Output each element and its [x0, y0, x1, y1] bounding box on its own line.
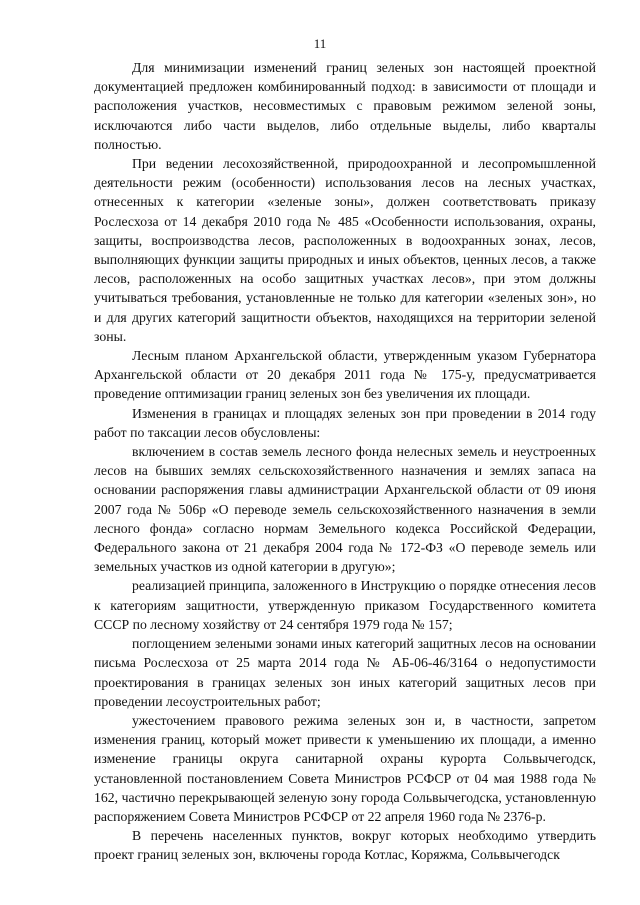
paragraph-absorption-of-categories: поглощением зелеными зонами иных категорий защитных лесов на основании письма Рослесхоза от 25 марта 2014 года № АБ-06-46/3164 о недопустимости проектирования в границах зеленых зон иных категорий защитных лесов при проведении лесоустроительных работ;	[94, 636, 596, 709]
page-number: 11	[313, 36, 327, 51]
paragraph-minimization-approach: Для минимизации изменений границ зеленых зон настоящей проектной документацией предложен комбинированный подход: в зависимости от площади и расположения участков, несовместимых с правовым режимом зеленой зоны, исключаются либо части выделов, либо отдельные выделы, либо кварталы полностью.	[94, 60, 596, 152]
paragraph-instruction-principle: реализацией принципа, заложенного в Инструкцию о порядке отнесения лесов к категориям защитности, утвержденную приказом Государственного комитета СССР по лесному хозяйству от 24 сентября 1979 года № 157;	[94, 578, 596, 632]
paragraph-legal-regime-tightening: ужесточением правового режима зеленых зон и, в частности, запретом изменения границ, который может привести к уменьшению их площади, а именно изменение границы округа санитарной охраны курорта Сольвычегодск, установленной постановлением Совета Министров РСФСР от 04 мая 1988 года № 162, частично перекрывающей зеленую зону города Сольвычегодска, установленную распоряжением Совета Министров РСФСР от 22 апреля 1960 года № 2376-р.	[94, 712, 596, 824]
paragraph-forest-use-regime: При ведении лесохозяйственной, природоохранной и лесопромышленной деятельности режим (особенности) использования лесов на лесных участках, отнесенных к категории «зеленые зоны», должен соответствовать приказу Рослесхоза от 14 декабря 2010 года № 485 «Особенности использования, охраны, защиты, воспроизводства лесов, расположенных в водоохранных зонах, лесов, выполняющих функции защиты природных и иных объектов, ценных лесов, а также лесов, расположенных на особо защитных участках лесов», при этом должны учитываться требования, установленные не только для категории «зеленых зон», но и для других категорий защитности объектов, находящихся на территории зеленой зоны.	[94, 156, 596, 344]
document-body	[94, 58, 596, 865]
paragraph-changes-intro: Изменения в границах и площадях зеленых зон при проведении в 2014 году работ по таксации лесов обусловлены:	[94, 405, 596, 440]
paragraph-settlements-list: В перечень населенных пунктов, вокруг которых необходимо утвердить проект границ зеленых зон, включены города Котлас, Коряжма, Сольвычегодск	[94, 828, 596, 863]
paragraph-forest-plan: Лесным планом Архангельской области, утвержденным указом Губернатора Архангельской области от 20 декабря 2011 года № 175-у, предусматривается проведение оптимизации границ зеленых зон без увеличения их площади.	[94, 348, 596, 402]
paragraph-inclusion-of-lands: включением в состав земель лесного фонда нелесных земель и неустроенных лесов на бывших землях сельскохозяйственного назначения и землях запаса на основании распоряжения главы администрации Архангельской области от 09 июня 2007 года № 506р «О переводе земель сельскохозяйственного назначения в земли лесного фонда» согласно нормам Земельного кодекса Российской Федерации, Федерального закона от 21 декабря 2004 года № 172-ФЗ «О переводе земель или земельных участков из одной категории в другую»;	[94, 444, 596, 575]
